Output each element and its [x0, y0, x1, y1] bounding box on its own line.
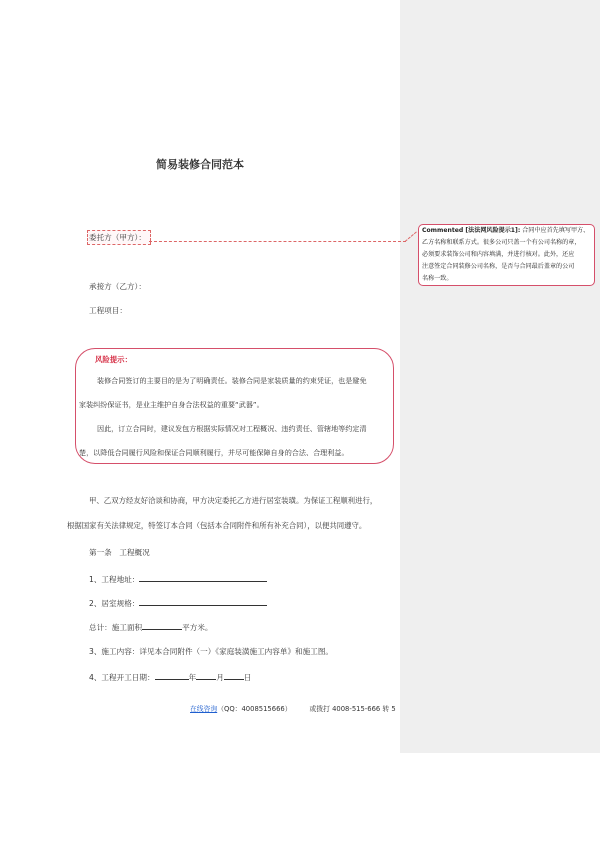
total-prefix: 总计：施工面积: [89, 623, 143, 632]
intro-line: 甲、乙双方经友好洽谈和协商，甲方决定委托乙方进行居室装璜。为保证工程顺利进行，: [89, 496, 378, 505]
spec-item: [89, 597, 267, 609]
year-blank: [155, 671, 189, 680]
footer-hotline: 或拨打 4008-515-666 转 5: [309, 705, 396, 713]
risk-line: 装修合同签订的主要目的是为了明确责任。装修合同是家装质量的约束凭证，也是避免: [97, 376, 367, 385]
client-label[interactable]: 委托方（甲方）：: [89, 233, 146, 242]
comment-connector-line: [149, 241, 406, 242]
spec-blank: [139, 597, 267, 606]
comment-text-line: 注意签定合同装修公司名称，是否与合同最后盖章的公司: [422, 263, 575, 270]
day-label: 日: [243, 673, 252, 682]
content-item: 3、施工内容：详见本合同附件（一）《家庭装潢施工内容单》和施工图。: [89, 647, 334, 656]
document-title: 简易装修合同范本: [156, 158, 244, 171]
online-consult-link[interactable]: 在线咨询: [190, 705, 218, 713]
start-date-item: [89, 671, 251, 683]
year-label: 年: [188, 673, 197, 682]
start-date-label: 4、工程开工日期：: [89, 673, 155, 682]
footer-qq: （QQ：4008515666）: [217, 705, 292, 713]
comment-text-line: 名称一致。: [422, 275, 453, 282]
risk-warning-box: [75, 348, 394, 464]
comment-text-line: 合同中应首先填写甲方、: [522, 227, 590, 234]
project-label: 工程项目：: [89, 306, 127, 315]
risk-line: 因此，订立合同时，建议发包方根据实际情况对工程概况、违约责任、管辖地等约定清: [97, 424, 367, 433]
area-blank: [142, 621, 182, 630]
address-item: [89, 573, 267, 585]
day-blank: [224, 671, 244, 680]
address-label: 1、工程地址：: [89, 575, 140, 584]
risk-line: 楚，以降低合同履行风险和保证合同顺利履行，并尽可能保障自身的合法、合理利益。: [79, 448, 349, 457]
comments-pane: [400, 0, 600, 753]
page-footer: [190, 703, 396, 713]
comment-text-line: 乙方名称和联系方式。很多公司只盖一个有公司名称的章，: [422, 239, 581, 246]
article-1-heading: 第一条 工程概况: [89, 548, 150, 557]
total-item: [89, 621, 213, 633]
risk-title: 风险提示：: [95, 355, 132, 364]
spec-label: 2、居室规格：: [89, 599, 140, 608]
comment-bubble[interactable]: [418, 224, 595, 286]
intro-line: 根据国家有关法律规定，特签订本合同（包括本合同附件和所有补充合同），以便共同遵守。: [67, 521, 367, 530]
risk-line: 家装纠纷保证书，是业主维护自身合法权益的重要“武器”。: [79, 400, 264, 409]
comment-author: Commented [法法网风险提示1]:: [422, 227, 521, 234]
month-label: 月: [216, 673, 224, 682]
address-blank: [139, 573, 267, 582]
total-suffix: 平方米。: [182, 623, 213, 632]
contractor-label: 承接方（乙方）：: [89, 282, 146, 291]
month-blank: [196, 671, 216, 680]
comment-text-line: 必须要求装饰公司和内容填满，并进行核对。此外，还应: [422, 251, 575, 258]
